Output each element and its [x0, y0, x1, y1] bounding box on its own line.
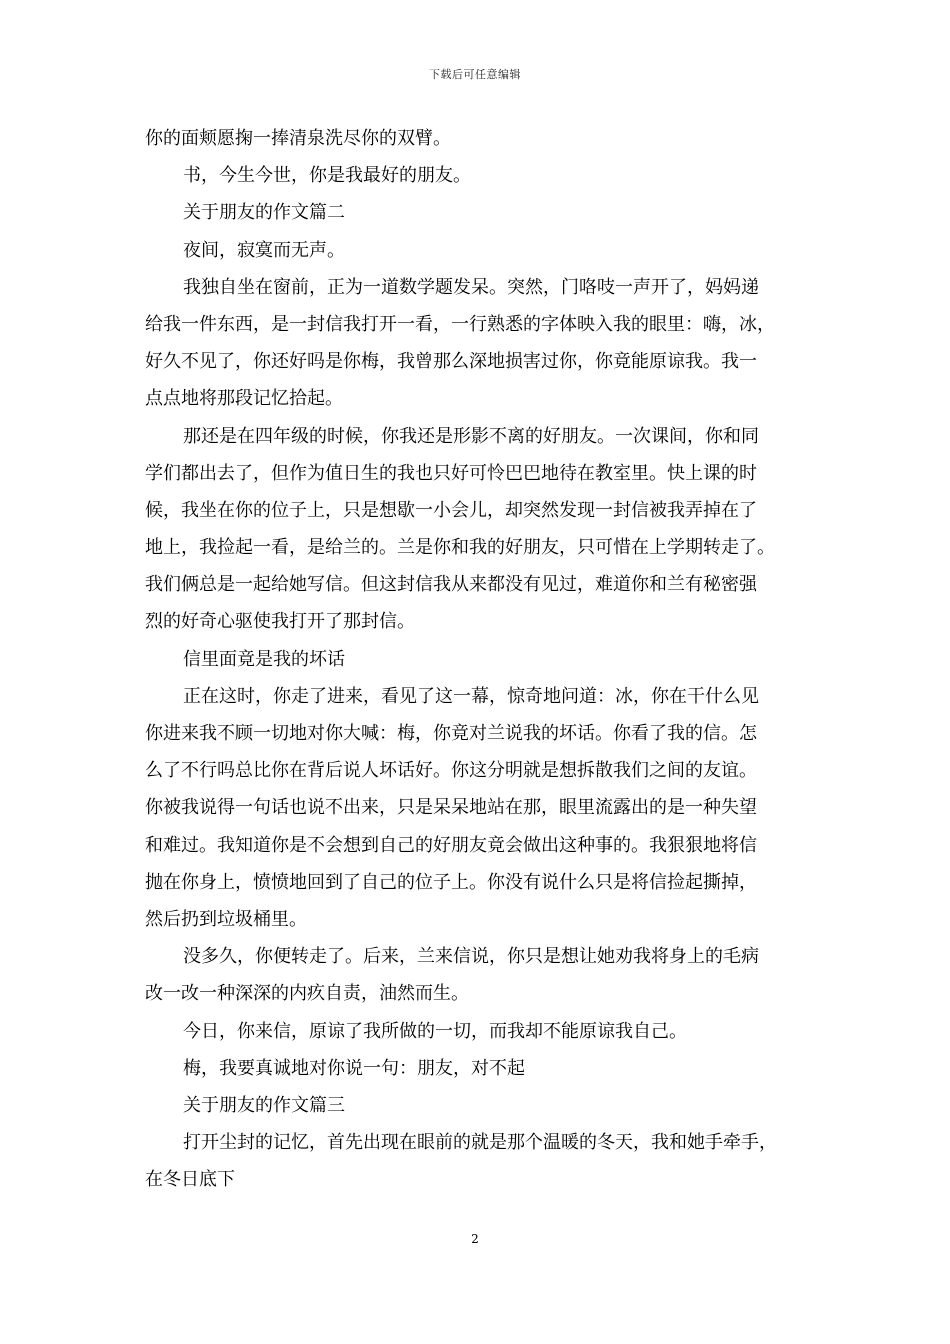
text-line: 烈的好奇心驱使我打开了那封信。 [145, 611, 415, 633]
text-line: 地上，我捡起一看，是给兰的。兰是你和我的好朋友，只可惜在上学期转走了。 [145, 537, 775, 559]
page-number: 2 [471, 1232, 479, 1246]
text-line: 我们俩总是一起给她写信。但这封信我从来都没有见过，难道你和兰有秘密强 [145, 574, 757, 596]
document-body [145, 120, 810, 1198]
text-line: 么了不行吗总比你在背后说人坏话好。你这分明就是想拆散我们之间的友谊。 [145, 760, 757, 782]
text-line: 改一改一种深深的内疚自责，油然而生。 [145, 983, 469, 1005]
text-line: 没多久，你便转走了。后来，兰来信说，你只是想让她劝我将身上的毛病 [183, 946, 759, 968]
text-line: 好久不见了，你还好吗是你梅，我曾那么深地损害过你，你竟能原谅我。我一 [145, 351, 757, 373]
text-line: 给我一件东西，是一封信我打开一看，一行熟悉的字体映入我的眼里：嗨，冰， [145, 313, 775, 335]
text-line: 我独自坐在窗前，正为一道数学题发呆。突然，门咯吱一声开了，妈妈递 [183, 276, 759, 298]
text-line: 候，我坐在你的位子上，只是想歇一小会儿，却突然发现一封信被我弄掉在了 [145, 499, 757, 521]
text-line: 抛在你身上，愤愤地回到了自己的位子上。你没有说什么只是将信捡起撕掉， [145, 871, 757, 893]
text-line: 今日，你来信，原谅了我所做的一切，而我却不能原谅我自己。 [183, 1020, 687, 1042]
text-line: 梅，我要真诚地对你说一句：朋友，对不起 [183, 1057, 525, 1079]
text-line: 那还是在四年级的时候，你我还是形影不离的好朋友。一次课间，你和同 [183, 425, 759, 447]
text-line: 打开尘封的记忆，首先出现在眼前的就是那个温暖的冬天，我和她手牵手， [183, 1132, 777, 1154]
text-line: 在冬日底下 [145, 1169, 235, 1191]
text-line: 书，今生今世，你是我最好的朋友。 [183, 165, 471, 187]
text-line: 关于朋友的作文篇三 [183, 1094, 345, 1116]
page-header: 下载后可任意编辑 [429, 68, 521, 81]
text-line: 学们都出去了，但作为值日生的我也只好可怜巴巴地待在教室里。快上课的时 [145, 462, 757, 484]
text-line: 夜间，寂寞而无声。 [183, 239, 345, 261]
text-line: 你的面颊愿掬一捧清泉洗尽你的双臂。 [145, 128, 451, 149]
text-line: 正在这时，你走了进来，看见了这一幕，惊奇地问道：冰，你在干什么见 [183, 685, 759, 707]
text-line: 信里面竟是我的坏话 [183, 648, 345, 670]
text-line: 和难过。我知道你是不会想到自己的好朋友竟会做出这种事的。我狠狠地将信 [145, 834, 757, 856]
text-line: 你进来我不顾一切地对你大喊：梅，你竟对兰说我的坏话。你看了我的信。怎 [145, 723, 757, 744]
text-line: 点点地将那段记忆拾起。 [145, 388, 343, 410]
text-line: 关于朋友的作文篇二 [183, 202, 345, 224]
text-line: 然后扔到垃圾桶里。 [145, 908, 307, 930]
text-line: 你被我说得一句话也说不出来，只是呆呆地站在那，眼里流露出的是一种失望 [145, 797, 757, 819]
